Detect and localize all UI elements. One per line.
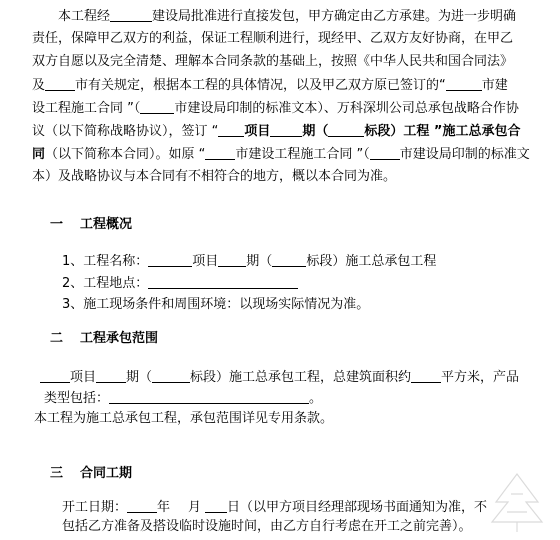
section-3-para-2: 包括乙方准备及搭设临时设施时间，由乙方自行考虑在开工之前完善）。 — [62, 519, 472, 534]
blank — [205, 145, 235, 160]
section-1-item-1: 1、工程名称： 项目 期（ 标段）施工总承包工程 — [62, 254, 437, 269]
intro-line-5: 设工程施工合同 ”（ 市建设局印制的标准文本）、万科深圳公司总承包战略合作协 — [32, 101, 519, 116]
blank — [148, 252, 192, 267]
section-3-heading: 三 合同工期 — [50, 466, 133, 481]
blank — [110, 7, 152, 22]
intro-line-1: 本工程经 建设局批准进行直接发包，甲方确定由乙方承建。为进一步明确 — [58, 9, 517, 24]
blank — [109, 389, 309, 404]
blank — [446, 76, 482, 91]
blank — [205, 498, 227, 513]
section-1-heading: 一 工程概况 — [50, 217, 133, 232]
blank — [127, 498, 157, 513]
blank — [370, 145, 400, 160]
section-1-item-2: 2、工程地点： — [62, 274, 298, 293]
blank — [272, 252, 306, 267]
section-2-heading: 二 工程承包范围 — [50, 331, 159, 346]
blank — [411, 368, 441, 383]
intro-line-4: 及 市有关规定，根据本工程的具体情况，以及甲乙双方原已签订的“ 市建 — [32, 78, 508, 93]
blank — [148, 274, 298, 289]
section-3-para-1: 开工日期： 年 月 日（以甲方项目经理部现场书面通知为准，不 — [62, 500, 488, 515]
blank — [218, 122, 244, 137]
blank — [218, 252, 246, 267]
intro-line-2: 责任，保障甲乙双方的利益，保证工程顺利进行，现经甲、乙双方友好协商，在甲乙 — [32, 31, 514, 46]
section-2-para-3: 本工程为施工总承包工程，承包范围详见专用条款。 — [34, 411, 334, 426]
blank — [152, 368, 190, 383]
blank — [45, 76, 75, 91]
section-1-item-3: 3、施工现场条件和周围环境：以现场实际情况为准。 — [62, 297, 370, 312]
section-2-para-2: 类型包括： 。 — [44, 391, 323, 406]
intro-line-8: 本）及战略协议与本合同有不相符合的地方，概以本合同为准。 — [32, 169, 397, 184]
intro-line-7: 同（以下简称本合同）。如原 “ 市建设工程施工合同 ”（ 市建设局印制的标准文 — [32, 147, 530, 162]
section-2-para-1: 项目 期（ 标段）施工总承包工程，总建筑面积约 平方米，产品 — [40, 368, 519, 387]
blank — [140, 99, 174, 114]
intro-line-6: 议（以下简称战略协议），签订 “ 项目 期（ 标段）工程 ”施工总承包合 — [32, 124, 521, 139]
blank — [96, 368, 126, 383]
blank — [40, 368, 70, 383]
blank — [270, 122, 302, 137]
blank — [328, 122, 364, 137]
intro-line-3: 双方自愿以及完全清楚、理解本合同条款的基础上，按照《中华人民共和国合同法》 — [32, 54, 514, 69]
watermark-logo-icon — [482, 466, 552, 536]
